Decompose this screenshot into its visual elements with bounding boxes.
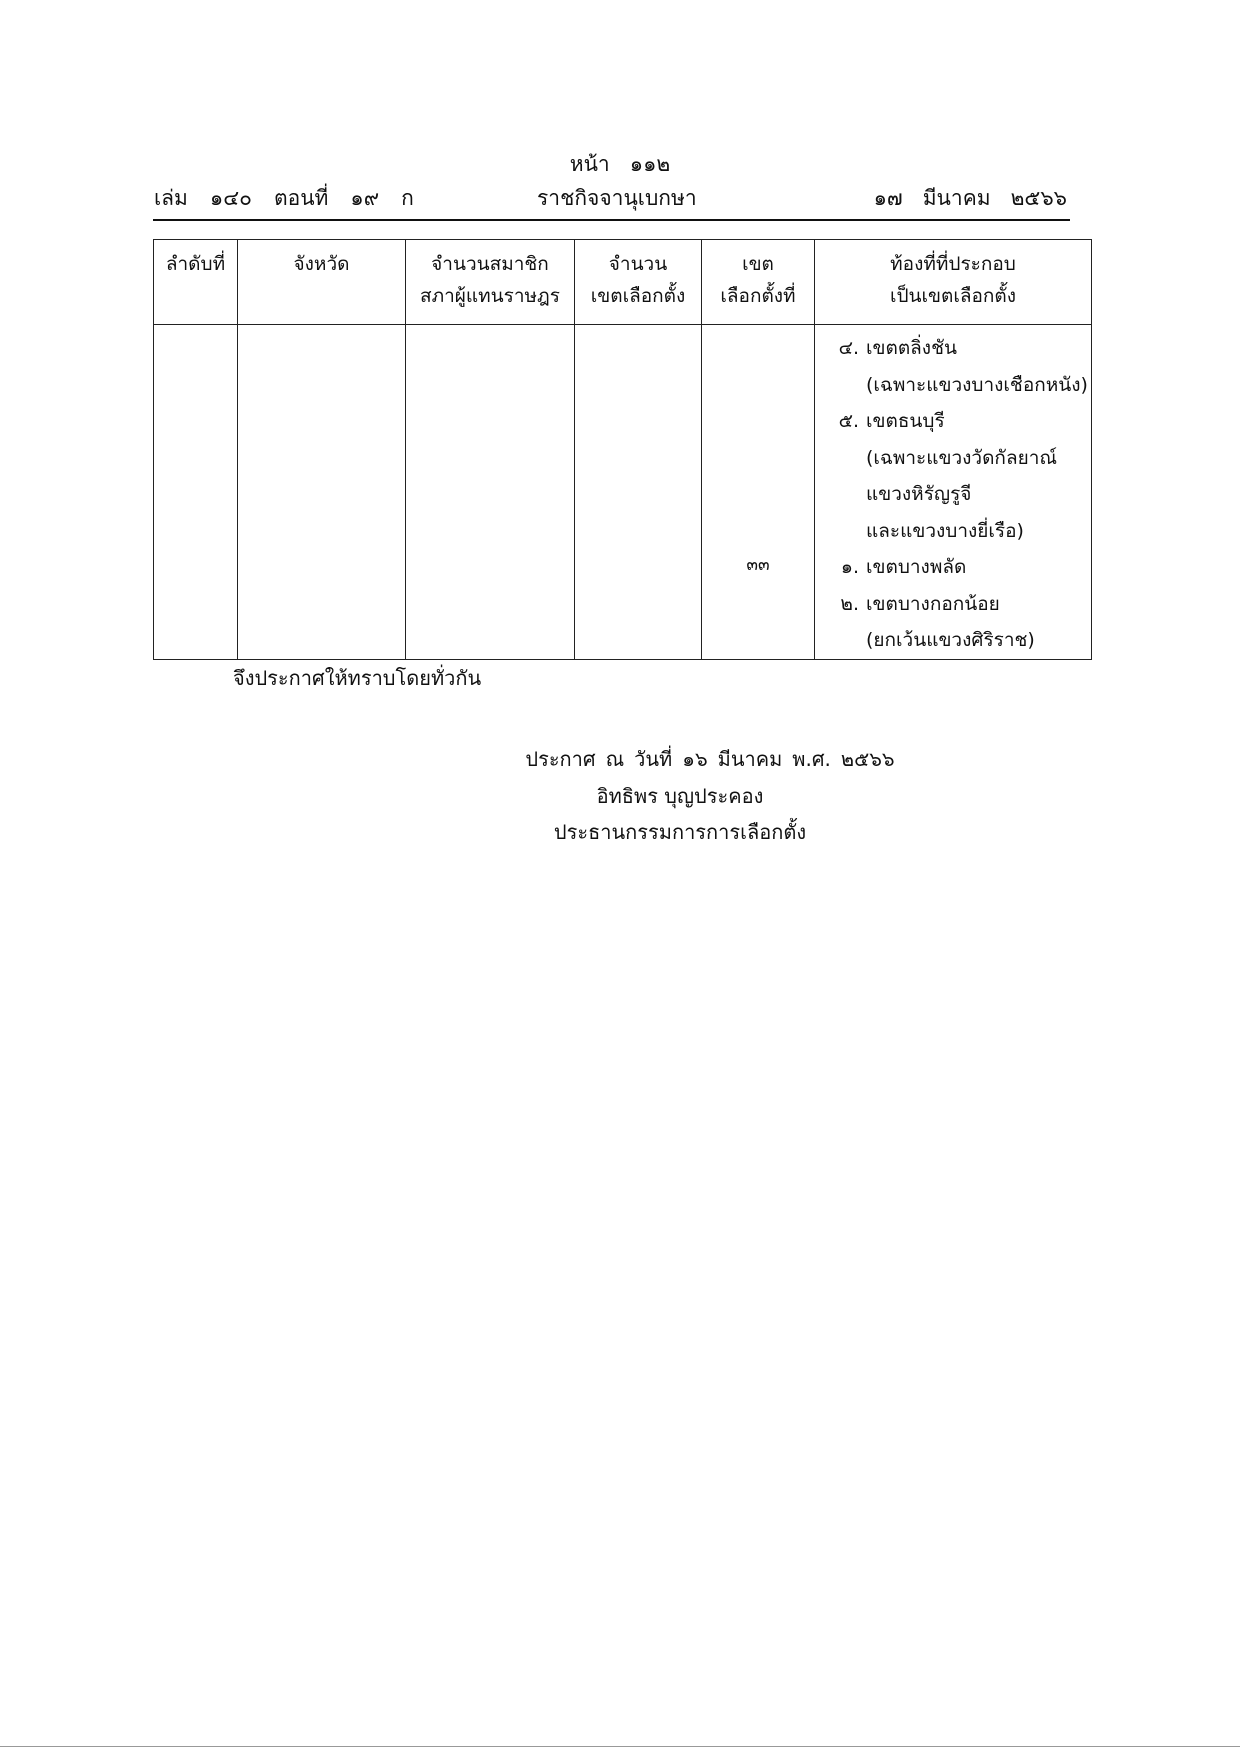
- col-header-district-number: เขต เลือกตั้งที่: [702, 240, 815, 325]
- cell-areas: [815, 325, 1092, 660]
- section-label: ตอนที่: [273, 186, 329, 210]
- gazette-reference: [154, 182, 436, 215]
- area-list: [815, 325, 1091, 659]
- col-header-province: จังหวัด: [238, 240, 406, 325]
- list-item: ๒. เขตบางกอกน้อย (ยกเว้นแขวงศิริราช): [840, 592, 1035, 651]
- gazette-date: [854, 182, 1067, 215]
- list-item: ๕. เขตธนบุรี (เฉพาะแขวงวัดกัลยาณ์ แขวงหิรัญรูจี และแขวงบางยี่เรือ): [838, 410, 1058, 542]
- announcement-date: ประกาศ ณ วันที่ ๑๖ มีนาคม พ.ศ. ๒๕๖๖: [525, 747, 895, 771]
- page-number: ๑๑๒: [629, 152, 671, 176]
- volume-label: เล่ม: [154, 186, 188, 210]
- volume-number: ๑๔๐: [209, 186, 252, 210]
- district-table: [153, 239, 1092, 660]
- col-header-areas: ท้องที่ที่ประกอบ เป็นเขตเลือกตั้ง: [815, 240, 1092, 325]
- page-edge-line: [0, 1746, 1240, 1747]
- page-label: หน้า: [569, 152, 610, 176]
- signatory-title: ประธานกรรมการการเลือกตั้ง: [553, 820, 807, 844]
- col-header-order: ลำดับที่: [154, 240, 238, 325]
- date-month: มีนาคม: [922, 186, 991, 210]
- list-item: ๑. เขตบางพลัด: [840, 556, 967, 578]
- table-header-row: [154, 240, 1092, 325]
- signatory-name: อิทธิพร บุญประคอง: [596, 784, 764, 808]
- cell-district-count: [575, 325, 702, 660]
- cell-order: [154, 325, 238, 660]
- closing-statement: จึงประกาศให้ทราบโดยทั่วกัน: [233, 666, 482, 690]
- page-number-line: [0, 148, 1240, 181]
- district-number: ๓๓: [746, 555, 770, 575]
- date-year: ๒๕๖๖: [1010, 186, 1067, 210]
- section-number: ๑๙: [350, 186, 380, 210]
- list-item: ๔. เขตตลิ่งชัน (เฉพาะแขวงบางเชือกหนัง): [838, 337, 1088, 396]
- col-header-members: จำนวนสมาชิก สภาผู้แทนราษฎร: [406, 240, 575, 325]
- date-day: ๑๗: [873, 186, 903, 210]
- cell-district-number: [702, 325, 815, 660]
- col-header-district-count: จำนวน เขตเลือกตั้ง: [575, 240, 702, 325]
- cell-province: [238, 325, 406, 660]
- gazette-title: ราชกิจจานุเบกษา: [537, 186, 697, 210]
- cell-members: [406, 325, 575, 660]
- table-row: [154, 325, 1092, 660]
- header-rule: [153, 219, 1070, 221]
- section-suffix: ก: [401, 186, 414, 210]
